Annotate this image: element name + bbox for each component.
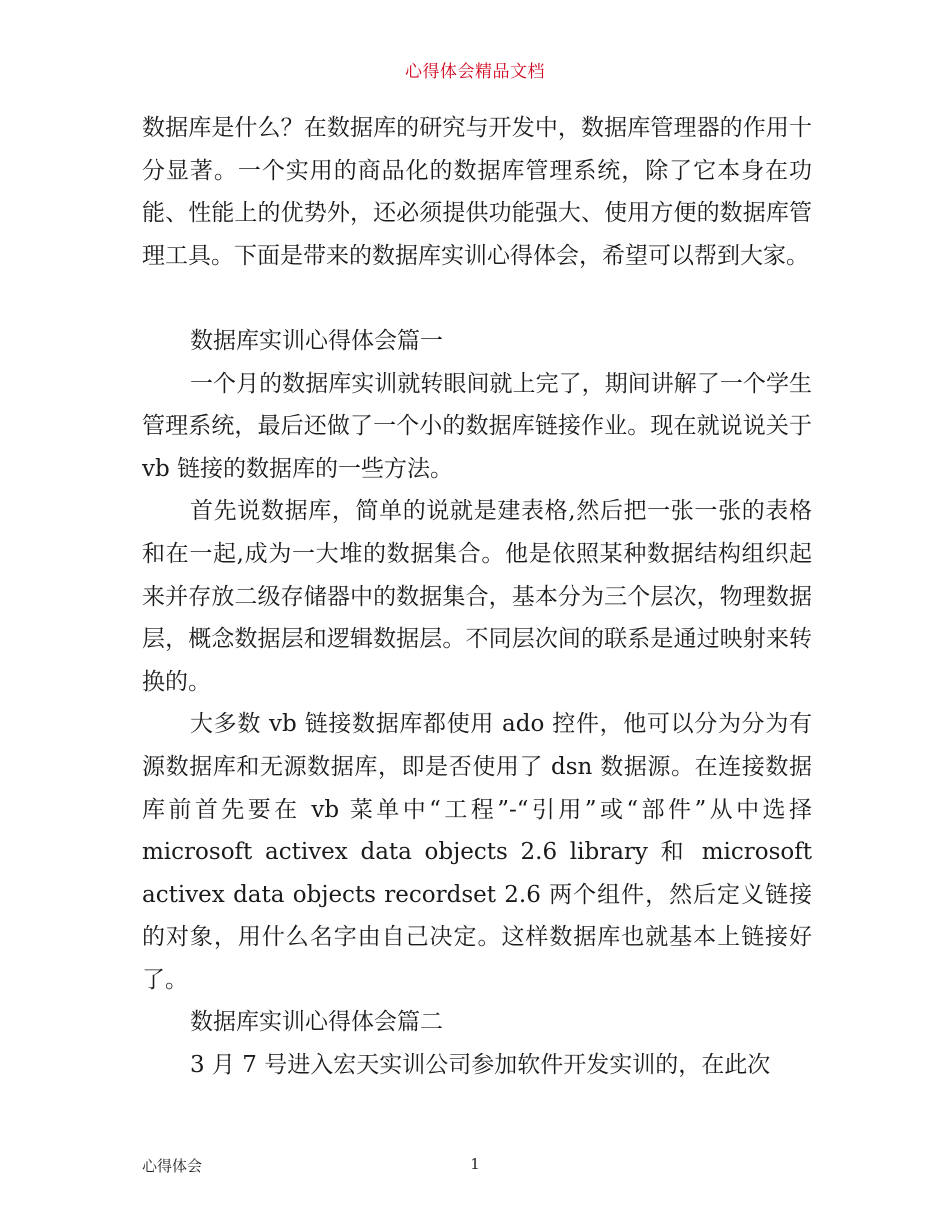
section-heading-2: 数据库实训心得体会篇二 (190, 1009, 443, 1036)
paragraph-spacer (142, 277, 812, 320)
page-number: 1 (470, 1155, 480, 1173)
paragraph-1: 一个月的数据库实训就转眼间就上完了，期间讲解了一个学生管理系统，最后还做了一个小的数据库链接作业。现在就说说关于 vb 链接的数据库的一些方法。 (142, 370, 812, 482)
document-header: 心得体会精品文档 (405, 62, 545, 82)
intro-paragraph: 数据库是什么？在数据库的研究与开发中，数据库管理器的作用十分显著。一个实用的商品化的数据库管理系统，除了它本身在功能、性能上的优势外，还必须提供功能强大、使用方便的数据库管理工具。下面是带来的数据库实训心得体会，希望可以帮到大家。 (142, 115, 812, 269)
document-body (142, 107, 812, 1087)
paragraph-3: 大多数 vb 链接数据库都使用 ado 控件，他可以分为分为有源数据库和无源数据库，即是否使用了 dsn 数据源。在连接数据库前首先要在 vb 菜单中“工程”-“引用”或“部件”从中选择 microsoft activex data objects 2.6 library 和 microsoft activex data objects recordset 2.6 两个组件，然后定义链接的对象，用什么名字由自己决定。这样数据库也就基本上链接好了。 (142, 711, 812, 993)
paragraph-2: 首先说数据库，简单的说就是建表格,然后把一张一张的表格和在一起,成为一大堆的数据集合。他是依照某种数据结构组织起来并存放二级存储器中的数据集合，基本分为三个层次，物理数据层，概念数据层和逻辑数据层。不同层次间的联系是通过映射来转换的。 (142, 498, 812, 695)
footer-label: 心得体会 (142, 1157, 203, 1175)
section-heading-1: 数据库实训心得体会篇一 (190, 327, 443, 354)
paragraph-4: 3 月 7 号进入宏天实训公司参加软件开发实训的，在此次 (190, 1052, 771, 1079)
